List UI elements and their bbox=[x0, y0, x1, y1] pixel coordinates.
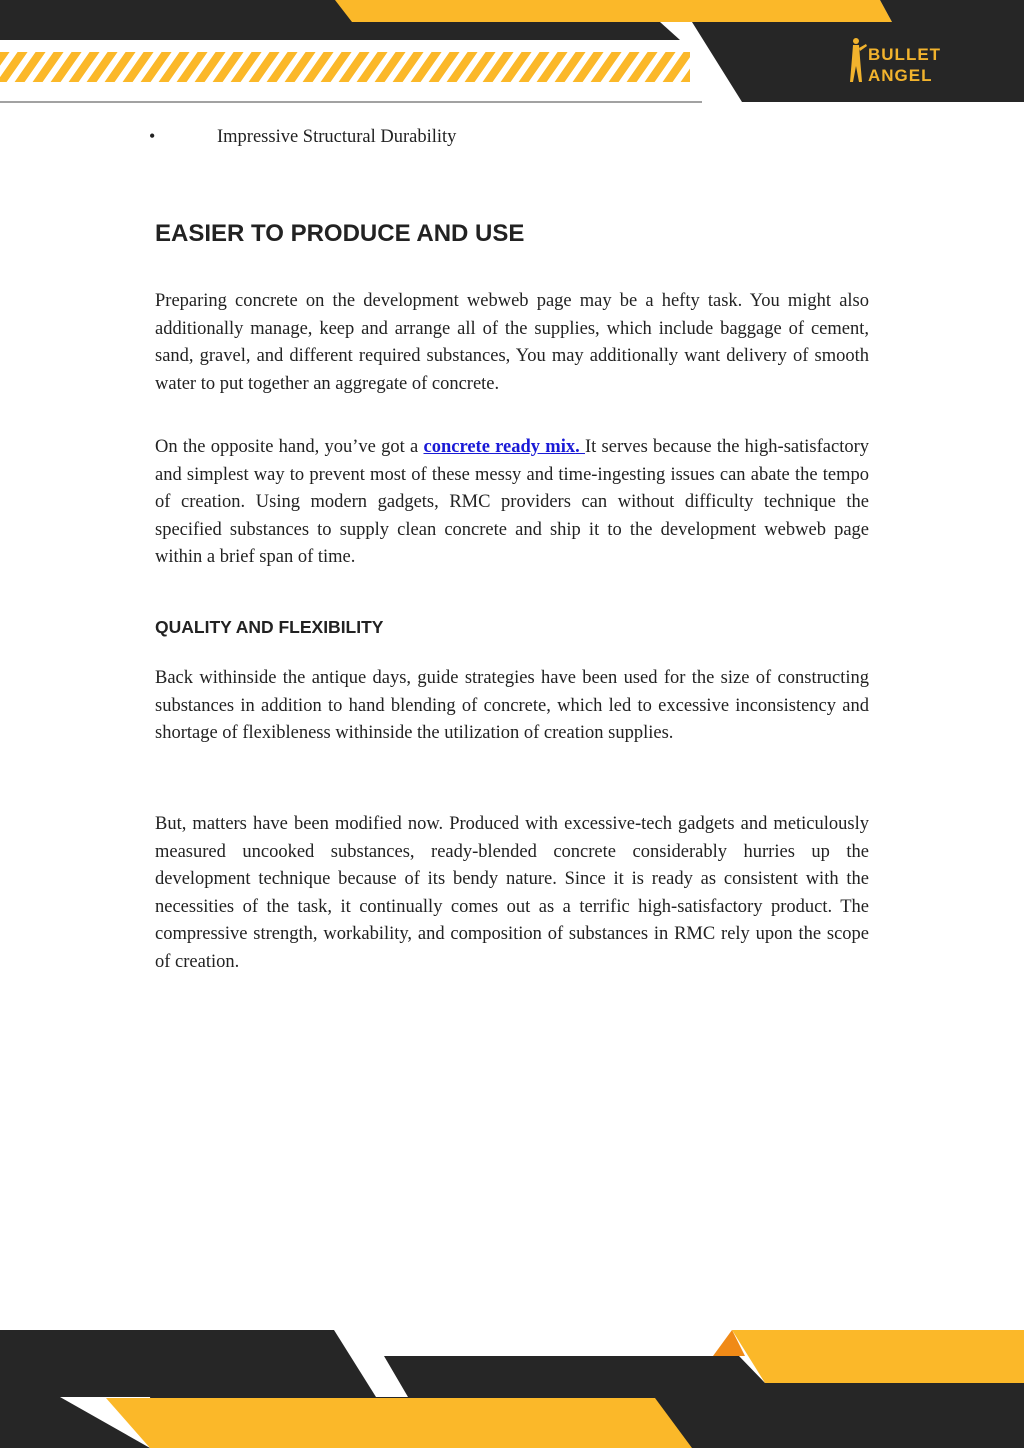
bullet-item: Impressive Structural Durability bbox=[217, 127, 457, 147]
paragraph-preparing: Preparing concrete on the development webweb page may be a hefty task. You might also additionally manage, keep and arrange all of the supplies, which include baggage of cement, sand, gravel, and different required substances, You may additionally want delivery of smooth water to put together an aggregate of concrete. bbox=[155, 291, 869, 394]
logo-text-line1: BULLET bbox=[868, 45, 942, 64]
link-text[interactable]: concrete ready mix bbox=[423, 437, 576, 457]
paragraph-text: It serves because the high-satisfactory and simplest way to prevent most of these messy and time-ingesting issues can abate the tempo of creation. Using modern gadgets, RMC providers can without difficulty technique the specified substances to supply clean concrete and ship it to the development webweb page within a brief span of time. bbox=[155, 437, 869, 568]
link-punctuation[interactable]: . bbox=[575, 437, 585, 457]
section-heading-quality: QUALITY AND FLEXIBILITY bbox=[155, 617, 384, 637]
bullet-marker: • bbox=[149, 126, 156, 146]
section-heading-easier: EASIER TO PRODUCE AND USE bbox=[155, 220, 525, 247]
paragraph-opposite-hand bbox=[155, 434, 869, 572]
bullet-angel-logo bbox=[848, 36, 970, 86]
paragraph-back-withinside: Back withinside the antique days, guide strategies have been used for the size of constructing substances in addition to hand blending of concrete, which led to excessive inconsistency and shortage of flexibleness withinside the utilization of creation supplies. bbox=[155, 668, 869, 744]
paragraph-matters-modified: But, matters have been modified now. Produced with excessive-tech gadgets and meticulously measured uncooked substances, ready-blended concrete considerably hurries up the development technique because of its bendy nature. Since it is ready as consistent with the necessities of the task, it continually comes out as a terrific high-satisfactory product. The compressive strength, workability, and composition of substances in RMC rely upon the scope of creation. bbox=[155, 814, 869, 972]
paragraph-text: On the opposite hand, you’ve got a bbox=[155, 437, 424, 457]
logo-text-line2: ANGEL bbox=[868, 66, 933, 85]
concrete-ready-mix-link[interactable] bbox=[423, 437, 585, 457]
